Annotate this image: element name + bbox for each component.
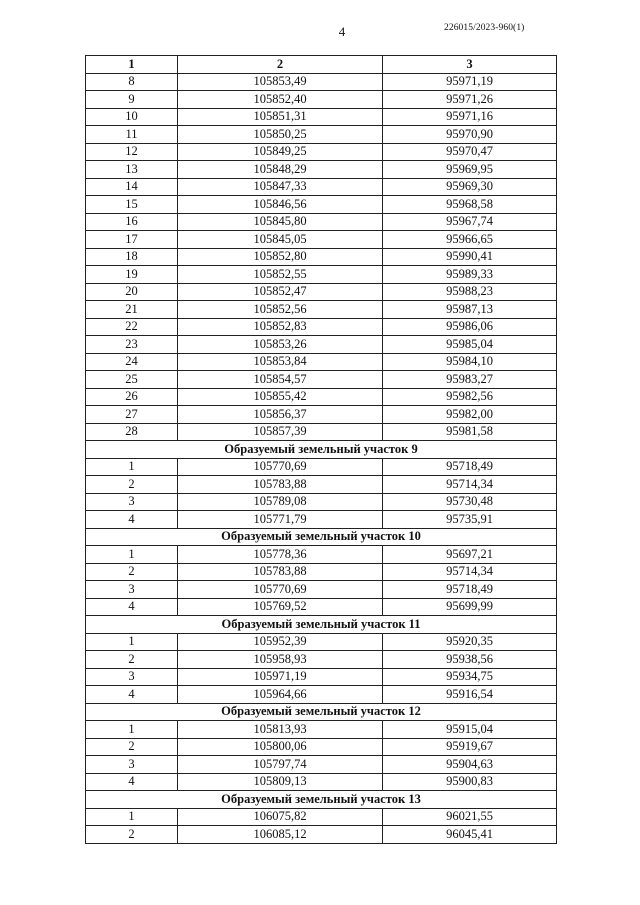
table-row — [86, 213, 557, 231]
section-title: Образуемый земельный участок 10 — [86, 528, 557, 546]
x-coordinate-cell: 105845,80 — [178, 213, 383, 231]
point-number-cell: 1 — [86, 808, 178, 826]
table-row — [86, 826, 557, 844]
table-row — [86, 178, 557, 196]
point-number-cell: 14 — [86, 178, 178, 196]
table-row — [86, 686, 557, 704]
y-coordinate-cell: 95985,04 — [383, 336, 557, 354]
table-row — [86, 196, 557, 214]
x-coordinate-cell: 105857,39 — [178, 423, 383, 441]
point-number-cell: 18 — [86, 248, 178, 266]
point-number-cell: 26 — [86, 388, 178, 406]
point-number-cell: 19 — [86, 266, 178, 284]
y-coordinate-cell: 95969,95 — [383, 161, 557, 179]
y-coordinate-cell: 95938,56 — [383, 651, 557, 669]
x-coordinate-cell: 105800,06 — [178, 738, 383, 756]
x-coordinate-cell: 105770,69 — [178, 581, 383, 599]
coordinates-table — [85, 55, 557, 844]
table-row — [86, 371, 557, 389]
y-coordinate-cell: 95989,33 — [383, 266, 557, 284]
x-coordinate-cell: 105789,08 — [178, 493, 383, 511]
x-coordinate-cell: 105854,57 — [178, 371, 383, 389]
table-row — [86, 353, 557, 371]
point-number-cell: 20 — [86, 283, 178, 301]
y-coordinate-cell: 95984,10 — [383, 353, 557, 371]
table-row — [86, 388, 557, 406]
point-number-cell: 1 — [86, 721, 178, 739]
table-row — [86, 546, 557, 564]
table-row — [86, 301, 557, 319]
table-row — [86, 91, 557, 109]
table-row — [86, 73, 557, 91]
point-number-cell: 3 — [86, 668, 178, 686]
table-row — [86, 406, 557, 424]
point-number-cell: 4 — [86, 686, 178, 704]
table-row — [86, 283, 557, 301]
x-coordinate-cell: 105853,26 — [178, 336, 383, 354]
x-coordinate-cell: 105952,39 — [178, 633, 383, 651]
x-coordinate-cell: 105783,88 — [178, 563, 383, 581]
x-coordinate-cell: 105852,47 — [178, 283, 383, 301]
table-row — [86, 423, 557, 441]
table-row — [86, 493, 557, 511]
point-number-cell: 12 — [86, 143, 178, 161]
x-coordinate-cell: 105958,93 — [178, 651, 383, 669]
point-number-cell: 4 — [86, 598, 178, 616]
y-coordinate-cell: 95714,34 — [383, 563, 557, 581]
y-coordinate-cell: 95988,23 — [383, 283, 557, 301]
table-header-row — [86, 56, 557, 74]
point-number-cell: 22 — [86, 318, 178, 336]
y-coordinate-cell: 96045,41 — [383, 826, 557, 844]
point-number-cell: 2 — [86, 476, 178, 494]
y-coordinate-cell: 95735,91 — [383, 511, 557, 529]
y-coordinate-cell: 95699,99 — [383, 598, 557, 616]
table-row — [86, 108, 557, 126]
point-number-cell: 3 — [86, 493, 178, 511]
section-title: Образуемый земельный участок 13 — [86, 791, 557, 809]
column-header: 3 — [383, 56, 557, 74]
y-coordinate-cell: 95730,48 — [383, 493, 557, 511]
y-coordinate-cell: 95971,16 — [383, 108, 557, 126]
table-row — [86, 511, 557, 529]
y-coordinate-cell: 95919,67 — [383, 738, 557, 756]
point-number-cell: 3 — [86, 581, 178, 599]
x-coordinate-cell: 105853,49 — [178, 73, 383, 91]
y-coordinate-cell: 95916,54 — [383, 686, 557, 704]
y-coordinate-cell: 95714,34 — [383, 476, 557, 494]
x-coordinate-cell: 105813,93 — [178, 721, 383, 739]
table-row — [86, 668, 557, 686]
x-coordinate-cell: 105769,52 — [178, 598, 383, 616]
table-row — [86, 248, 557, 266]
table-row — [86, 126, 557, 144]
table-row — [86, 598, 557, 616]
table-row — [86, 476, 557, 494]
y-coordinate-cell: 95969,30 — [383, 178, 557, 196]
point-number-cell: 4 — [86, 773, 178, 791]
point-number-cell: 10 — [86, 108, 178, 126]
point-number-cell: 1 — [86, 546, 178, 564]
x-coordinate-cell: 105971,19 — [178, 668, 383, 686]
x-coordinate-cell: 105845,05 — [178, 231, 383, 249]
x-coordinate-cell: 105771,79 — [178, 511, 383, 529]
y-coordinate-cell: 95990,41 — [383, 248, 557, 266]
x-coordinate-cell: 105852,83 — [178, 318, 383, 336]
y-coordinate-cell: 95970,90 — [383, 126, 557, 144]
table-row — [86, 581, 557, 599]
table-row — [86, 808, 557, 826]
x-coordinate-cell: 105849,25 — [178, 143, 383, 161]
x-coordinate-cell: 105778,36 — [178, 546, 383, 564]
y-coordinate-cell: 95986,06 — [383, 318, 557, 336]
y-coordinate-cell: 95970,47 — [383, 143, 557, 161]
section-header-row — [86, 528, 557, 546]
x-coordinate-cell: 105847,33 — [178, 178, 383, 196]
section-title: Образуемый земельный участок 9 — [86, 441, 557, 459]
y-coordinate-cell: 95971,26 — [383, 91, 557, 109]
point-number-cell: 17 — [86, 231, 178, 249]
table-row — [86, 738, 557, 756]
point-number-cell: 16 — [86, 213, 178, 231]
section-header-row — [86, 616, 557, 634]
section-title: Образуемый земельный участок 12 — [86, 703, 557, 721]
y-coordinate-cell: 95982,00 — [383, 406, 557, 424]
table-row — [86, 563, 557, 581]
y-coordinate-cell: 95697,21 — [383, 546, 557, 564]
x-coordinate-cell: 105797,74 — [178, 756, 383, 774]
point-number-cell: 21 — [86, 301, 178, 319]
x-coordinate-cell: 105852,55 — [178, 266, 383, 284]
document-number: 226015/2023-960(1) — [444, 23, 525, 33]
table-row — [86, 336, 557, 354]
column-header: 2 — [178, 56, 383, 74]
x-coordinate-cell: 105855,42 — [178, 388, 383, 406]
point-number-cell: 2 — [86, 563, 178, 581]
y-coordinate-cell: 95915,04 — [383, 721, 557, 739]
y-coordinate-cell: 95968,58 — [383, 196, 557, 214]
column-header: 1 — [86, 56, 178, 74]
x-coordinate-cell: 105846,56 — [178, 196, 383, 214]
y-coordinate-cell: 95934,75 — [383, 668, 557, 686]
point-number-cell: 2 — [86, 651, 178, 669]
table-row — [86, 266, 557, 284]
table-row — [86, 773, 557, 791]
point-number-cell: 11 — [86, 126, 178, 144]
point-number-cell: 3 — [86, 756, 178, 774]
x-coordinate-cell: 106075,82 — [178, 808, 383, 826]
y-coordinate-cell: 95718,49 — [383, 581, 557, 599]
table-row — [86, 721, 557, 739]
point-number-cell: 9 — [86, 91, 178, 109]
y-coordinate-cell: 96021,55 — [383, 808, 557, 826]
x-coordinate-cell: 105848,29 — [178, 161, 383, 179]
point-number-cell: 15 — [86, 196, 178, 214]
section-header-row — [86, 441, 557, 459]
y-coordinate-cell: 95971,19 — [383, 73, 557, 91]
x-coordinate-cell: 105783,88 — [178, 476, 383, 494]
section-header-row — [86, 703, 557, 721]
section-header-row — [86, 791, 557, 809]
x-coordinate-cell: 105852,80 — [178, 248, 383, 266]
y-coordinate-cell: 95981,58 — [383, 423, 557, 441]
table-row — [86, 458, 557, 476]
x-coordinate-cell: 105852,40 — [178, 91, 383, 109]
point-number-cell: 24 — [86, 353, 178, 371]
x-coordinate-cell: 105856,37 — [178, 406, 383, 424]
x-coordinate-cell: 106085,12 — [178, 826, 383, 844]
y-coordinate-cell: 95904,63 — [383, 756, 557, 774]
table-body — [86, 73, 557, 843]
table-row — [86, 633, 557, 651]
x-coordinate-cell: 105851,31 — [178, 108, 383, 126]
y-coordinate-cell: 95718,49 — [383, 458, 557, 476]
point-number-cell: 25 — [86, 371, 178, 389]
y-coordinate-cell: 95900,83 — [383, 773, 557, 791]
x-coordinate-cell: 105809,13 — [178, 773, 383, 791]
point-number-cell: 2 — [86, 826, 178, 844]
table-row — [86, 756, 557, 774]
point-number-cell: 1 — [86, 633, 178, 651]
y-coordinate-cell: 95983,27 — [383, 371, 557, 389]
point-number-cell: 1 — [86, 458, 178, 476]
x-coordinate-cell: 105964,66 — [178, 686, 383, 704]
table-row — [86, 231, 557, 249]
x-coordinate-cell: 105770,69 — [178, 458, 383, 476]
point-number-cell: 8 — [86, 73, 178, 91]
y-coordinate-cell: 95967,74 — [383, 213, 557, 231]
point-number-cell: 23 — [86, 336, 178, 354]
page-number: 4 — [338, 24, 346, 39]
table-row — [86, 161, 557, 179]
point-number-cell: 2 — [86, 738, 178, 756]
x-coordinate-cell: 105853,84 — [178, 353, 383, 371]
y-coordinate-cell: 95987,13 — [383, 301, 557, 319]
x-coordinate-cell: 105852,56 — [178, 301, 383, 319]
x-coordinate-cell: 105850,25 — [178, 126, 383, 144]
section-title: Образуемый земельный участок 11 — [86, 616, 557, 634]
point-number-cell: 28 — [86, 423, 178, 441]
y-coordinate-cell: 95966,65 — [383, 231, 557, 249]
y-coordinate-cell: 95982,56 — [383, 388, 557, 406]
y-coordinate-cell: 95920,35 — [383, 633, 557, 651]
table-row — [86, 318, 557, 336]
point-number-cell: 4 — [86, 511, 178, 529]
table-row — [86, 651, 557, 669]
table-row — [86, 143, 557, 161]
point-number-cell: 13 — [86, 161, 178, 179]
point-number-cell: 27 — [86, 406, 178, 424]
